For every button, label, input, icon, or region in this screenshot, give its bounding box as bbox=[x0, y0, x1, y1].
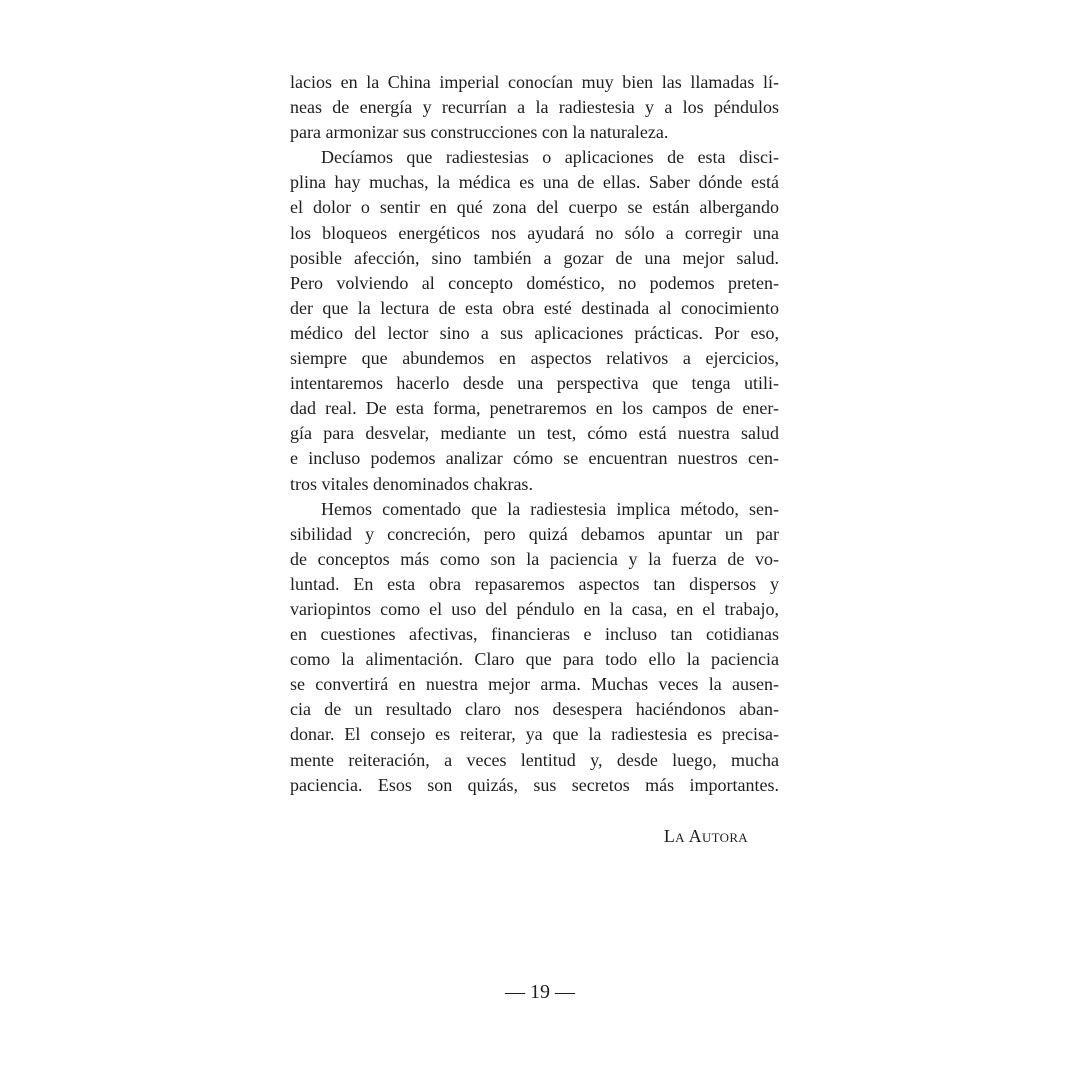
text-line: de conceptos más como son la paciencia y la fuerza de vo- bbox=[290, 548, 779, 569]
text-line: gía para desvelar, mediante un test, cómo está nuestra salud bbox=[290, 423, 779, 444]
text-line: en cuestiones afectivas, financieras e incluso tan cotidianas bbox=[290, 624, 779, 645]
text-line: tros vitales denominados chakras. bbox=[290, 473, 533, 494]
text-line: neas de energía y recurrían a la radiestesia y a los péndulos bbox=[290, 97, 779, 118]
text-line: e incluso podemos analizar cómo se encuentran nuestros cen- bbox=[290, 448, 779, 469]
text-line: Hemos comentado que la radiestesia implica método, sen- bbox=[321, 498, 779, 519]
text-line: siempre que abundemos en aspectos relativos a ejercicios, bbox=[290, 348, 779, 369]
text-line: dad real. De esta forma, penetraremos en los campos de ener- bbox=[290, 398, 779, 419]
text-line: donar. El consejo es reiterar, ya que la radiestesia es precisa- bbox=[290, 724, 779, 745]
text-line: cia de un resultado claro nos desespera haciéndonos aban- bbox=[290, 699, 779, 720]
text-line: se convertirá en nuestra mejor arma. Muchas veces la ausen- bbox=[290, 674, 779, 695]
text-line: posible afección, sino también a gozar de una mejor salud. bbox=[290, 247, 779, 268]
body-text bbox=[290, 70, 779, 798]
text-line: Pero volviendo al concepto doméstico, no podemos preten- bbox=[290, 272, 779, 293]
paragraph bbox=[290, 70, 779, 145]
paragraph bbox=[290, 497, 779, 798]
text-line: como la alimentación. Claro que para todo ello la paciencia bbox=[290, 649, 779, 670]
text-line: intentaremos hacerlo desde una perspectiva que tenga utili- bbox=[290, 373, 779, 394]
author-signature: La Autora bbox=[663, 826, 748, 846]
text-line: para armonizar sus construcciones con la naturaleza. bbox=[290, 122, 669, 143]
text-line: médico del lector sino a sus aplicaciones prácticas. Por eso, bbox=[290, 322, 779, 343]
text-line: los bloqueos energéticos nos ayudará no sólo a corregir una bbox=[290, 222, 779, 243]
text-line: der que la lectura de esta obra esté destinada al conocimiento bbox=[290, 297, 779, 318]
text-line: el dolor o sentir en qué zona del cuerpo se están albergando bbox=[290, 197, 779, 218]
text-line: mente reiteración, a veces lentitud y, desde luego, mucha bbox=[290, 749, 779, 770]
text-line: Decíamos que radiestesias o aplicaciones de esta disci- bbox=[321, 147, 779, 168]
text-line: plina hay muchas, la médica es una de ellas. Saber dónde está bbox=[290, 172, 779, 193]
text-line: luntad. En esta obra repasaremos aspectos tan dispersos y bbox=[290, 573, 779, 594]
text-line: lacios en la China imperial conocían muy bien las llamadas lí- bbox=[290, 72, 779, 92]
text-line: variopintos como el uso del péndulo en la casa, en el trabajo, bbox=[290, 598, 779, 619]
text-line: paciencia. Esos son quizás, sus secretos más importantes. bbox=[290, 774, 779, 795]
page-number: — 19 — bbox=[505, 981, 575, 1003]
text-line: sibilidad y concreción, pero quizá debamos apuntar un par bbox=[290, 523, 779, 544]
paragraph bbox=[290, 145, 779, 496]
